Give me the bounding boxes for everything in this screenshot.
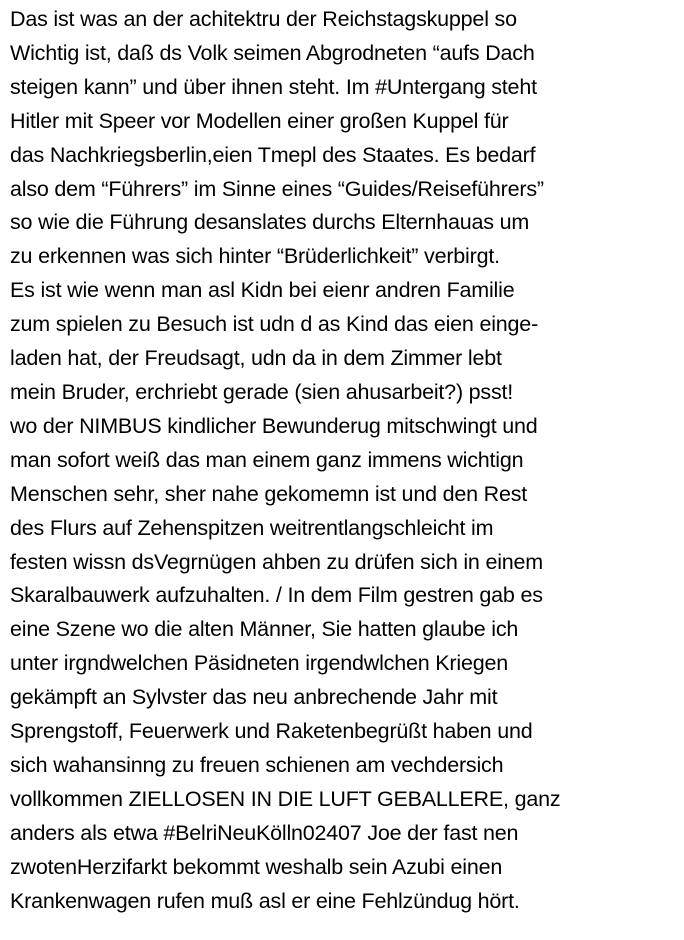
text-line: vollkommen ZIELLOSEN IN DIE LUFT GEBALLERE, ganz — [10, 786, 561, 811]
document-body — [10, 3, 682, 918]
text-line: Krankenwagen rufen muß asl er eine Fehlzündug hört. — [10, 888, 520, 913]
text-line: unter irgndwelchen Päsidneten irgendwlchen Kriegen — [10, 651, 508, 676]
text-line: Wichtig ist, daß ds Volk seimen Abgrodneten “aufs Dach — [10, 40, 535, 65]
text-line: wo der NIMBUS kindlicher Bewunderug mitschwingt und — [10, 413, 538, 438]
text-line: laden hat, der Freudsagt, udn da in dem Zimmer lebt — [10, 346, 502, 371]
text-line: Menschen sehr, sher nahe gekomemn ist und den Rest — [10, 481, 528, 506]
text-line: zu erkennen was sich hinter “Brüderlichkeit” verbirgt. — [10, 244, 500, 269]
text-line: also dem “Führers” im Sinne eines “Guides/Reiseführers” — [10, 176, 544, 201]
text-line: Das ist was an der achitektru der Reichstagskuppel so — [10, 7, 517, 31]
text-line: man sofort weiß das man einem ganz immens wichtign — [10, 447, 524, 472]
text-line: Hitler mit Speer vor Modellen einer großen Kuppel für — [10, 108, 509, 133]
text-line: Es ist wie wenn man asl Kidn bei eienr andren Familie — [10, 278, 515, 303]
text-line: zum spielen zu Besuch ist udn d as Kind das eien einge- — [10, 312, 539, 337]
text-line: eine Szene wo die alten Männer, Sie hatten glaube ich — [10, 617, 519, 642]
text-line: sich wahansinng zu freuen schienen am vechdersich — [10, 752, 504, 777]
text-line: zwotenHerzifarkt bekommt weshalb sein Azubi einen — [10, 854, 503, 879]
text-line: mein Bruder, erchriebt gerade (sien ahusarbeit?) psst! — [10, 379, 514, 404]
text-line: so wie die Führung desanslates durchs Elternhauas um — [10, 210, 530, 235]
text-line: Skaralbauwerk aufzuhalten. / In dem Film gestren gab es — [10, 583, 543, 608]
text-line: des Flurs auf Zehenspitzen weitrentlangschleicht im — [10, 515, 494, 540]
text-line: steigen kann” und über ihnen steht. Im #Untergang steht — [10, 74, 537, 99]
text-line: Sprengstoff, Feuerwerk und Raketenbegrüßt haben und — [10, 719, 533, 744]
text-line: festen wissn dsVegrnügen ahben zu drüfen sich in einem — [10, 549, 544, 574]
text-line: gekämpft an Sylvster das neu anbrechende Jahr mit — [10, 685, 498, 710]
text-line: anders als etwa #BelriNeuKölln02407 Joe der fast nen — [10, 820, 519, 845]
text-line: das Nachkriegsberlin,eien Tmepl des Staates. Es bedarf — [10, 142, 536, 167]
